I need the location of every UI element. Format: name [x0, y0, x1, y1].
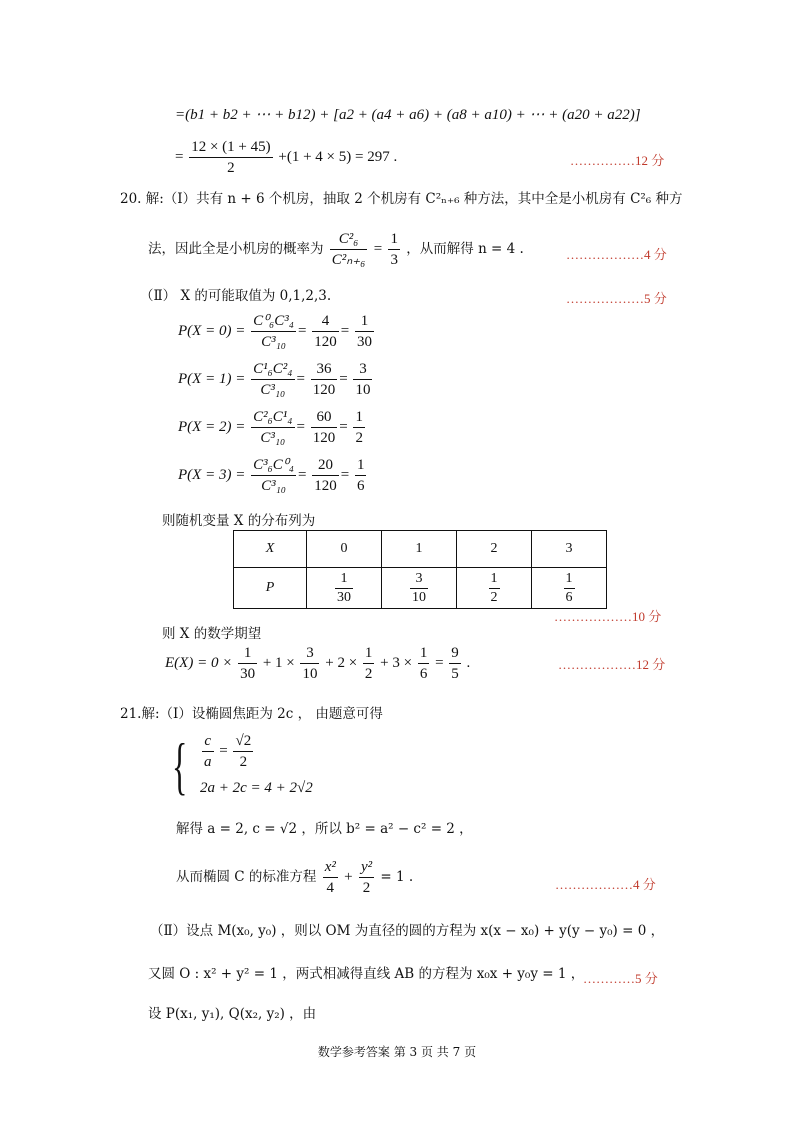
fraction: $\frac{3}{10}$ — [355, 361, 371, 398]
fraction: $\frac{3}{10}$ — [302, 645, 318, 682]
expectation-formula: E(X) = 0 × $\frac{1}{30}$ + 1 × $\frac{3}{10}$ + 2 × $\frac{1}{2}$ + 3 × $\frac{1}{6}$ = $\frac{9}{5}$ . — [165, 645, 471, 682]
distribution-table — [233, 530, 607, 609]
prob-x2: P(X = 2) = $\frac{\text{C²₆C¹₄}}{\text{C³₁₀}}$ = $\frac{60}{120}$ = $\frac{1}{2}$ — [178, 409, 363, 446]
table-cell: 1 — [382, 531, 457, 568]
q21-solution: 解得 a = 2, c = √2 ，所以 b² = a² − c² = 2 ， — [176, 821, 473, 837]
fraction: $\frac{1}{6}$ — [356, 457, 365, 494]
table-cell: P — [234, 568, 307, 609]
score-marker: …………5 分 — [583, 971, 658, 986]
prob-x0: P(X = 0) = $\frac{\text{C⁰₆C³₄}}{\text{C³₁₀}}$ = $\frac{4}{120}$ = $\frac{1}{30}$ — [178, 313, 372, 350]
fraction: $\frac{\text{y²}}{2}$ — [360, 859, 373, 896]
q20-intro: 20. 解:（Ⅰ）共有 n + 6 个机房，抽取 2 个机房有 C²ₙ₊₆ 种方法，其中全是小机房有 C²₆ 种方 — [120, 191, 683, 207]
sum-line-1: =(b1 + b2 + ⋯ + b12) + [a2 + (a4 + a6) + (a8 + a10) + ⋯ + (a20 + a22)] — [175, 107, 641, 123]
exp-intro: 则 X 的数学期望 — [162, 626, 262, 642]
score-marker: ………………12 分 — [558, 657, 666, 672]
fraction: $\frac{12 \times (1 + 45)}{2}$ — [191, 139, 271, 176]
system-eq-1: $\frac{c}{a}$ = $\frac{√2}{2}$ — [204, 733, 252, 770]
q20-prob-line: 法，因此全是小机房的概率为 $\frac{\text{C²₆}}{\text{C²ₙ₊₆}}$ = $\frac{1}{3}$ ，从而解得 n = 4 . — [148, 231, 524, 268]
q21-part2: （Ⅱ）设点 M(x₀, y₀) ，则以 OM 为直径的圆的方程为 x(x − x₀) + y(y − y₀) = 0 ， — [150, 923, 665, 939]
fraction: $\frac{20}{120}$ — [314, 457, 337, 494]
q20-part2: （Ⅱ） X 的可能取值为 0,1,2,3. — [140, 288, 332, 304]
fraction: $\frac{\text{C²₆C¹₄}}{\text{C³₁₀}}$ — [253, 409, 293, 446]
dist-intro: 则随机变量 X 的分布列为 — [162, 513, 316, 529]
prob-x3: P(X = 3) = $\frac{\text{C³₆C⁰₄}}{\text{C³₁₀}}$ = $\frac{20}{120}$ = $\frac{1}{6}$ — [178, 457, 365, 494]
table-row — [234, 568, 607, 609]
fraction: $\frac{1}{2}$ — [364, 645, 373, 682]
system-brace: { — [172, 730, 188, 801]
system-eq-2: 2a + 2c = 4 + 2√2 — [200, 780, 313, 796]
fraction: $\frac{4}{120}$ — [314, 313, 337, 350]
table-cell: $\frac{1}{2}$ — [457, 568, 532, 609]
score-marker: ………………4 分 — [566, 247, 667, 262]
fraction: $\frac{√2}{2}$ — [235, 733, 252, 770]
fraction: $\frac{\text{x²}}{4}$ — [324, 859, 336, 896]
fraction: $\frac{1}{3}$ — [390, 231, 398, 268]
fraction: $\frac{9}{5}$ — [451, 645, 459, 682]
fraction: $\frac{\text{C³₆C⁰₄}}{\text{C³₁₀}}$ — [253, 457, 295, 494]
fraction: $\frac{\text{C⁰₆C³₄}}{\text{C³₁₀}}$ — [253, 313, 295, 350]
fraction: $\frac{c}{a}$ — [204, 733, 212, 770]
fraction: $\frac{\text{C²₆}}{\text{C²ₙ₊₆}}$ — [331, 231, 366, 268]
table-cell: X — [234, 531, 307, 568]
fraction: $\frac{36}{120}$ — [312, 361, 336, 398]
sum-line-2: = $\frac{12 \times (1 + 45)}{2}$ +(1 + 4 × 5) = 297 . — [175, 139, 398, 176]
table-cell: 0 — [307, 531, 382, 568]
fraction: $\frac{60}{120}$ — [312, 409, 336, 446]
table-cell: $\frac{1}{30}$ — [307, 568, 382, 609]
q21-intro: 21.解:（Ⅰ）设椭圆焦距为 2c ， 由题意可得 — [120, 706, 383, 722]
q21-part2-line3: 设 P(x₁, y₁), Q(x₂, y₂) ，由 — [148, 1006, 317, 1022]
score-marker: ……………12 分 — [570, 153, 665, 168]
fraction: $\frac{1}{30}$ — [240, 645, 256, 682]
fraction: $\frac{1}{6}$ — [419, 645, 428, 682]
fraction: $\frac{1}{2}$ — [355, 409, 363, 446]
prob-x1: P(X = 1) = $\frac{\text{C¹₆C²₄}}{\text{C³₁₀}}$ = $\frac{36}{120}$ = $\frac{3}{10}$ — [178, 361, 371, 398]
table-cell: 3 — [532, 531, 607, 568]
table-row — [234, 531, 607, 568]
fraction: $\frac{1}{30}$ — [356, 313, 372, 350]
table-cell: 2 — [457, 531, 532, 568]
score-marker: ………………10 分 — [554, 609, 662, 624]
table-cell: $\frac{1}{6}$ — [532, 568, 607, 609]
page-footer: 数学参考答案 第 3 页 共 7 页 — [317, 1045, 477, 1059]
q21-part2-line2: 又圆 O : x² + y² = 1 ，两式相减得直线 AB 的方程为 x₀x + y₀y = 1 ， — [148, 966, 585, 982]
score-marker: ………………5 分 — [566, 291, 667, 306]
q21-standard-eq: 从而椭圆 C 的标准方程 $\frac{\text{x²}}{4}$ + $\frac{\text{y²}}{2}$ = 1 . — [176, 859, 414, 896]
score-marker: ………………4 分 — [555, 877, 656, 892]
table-cell: $\frac{3}{10}$ — [382, 568, 457, 609]
fraction: $\frac{\text{C¹₆C²₄}}{\text{C³₁₀}}$ — [253, 361, 293, 398]
